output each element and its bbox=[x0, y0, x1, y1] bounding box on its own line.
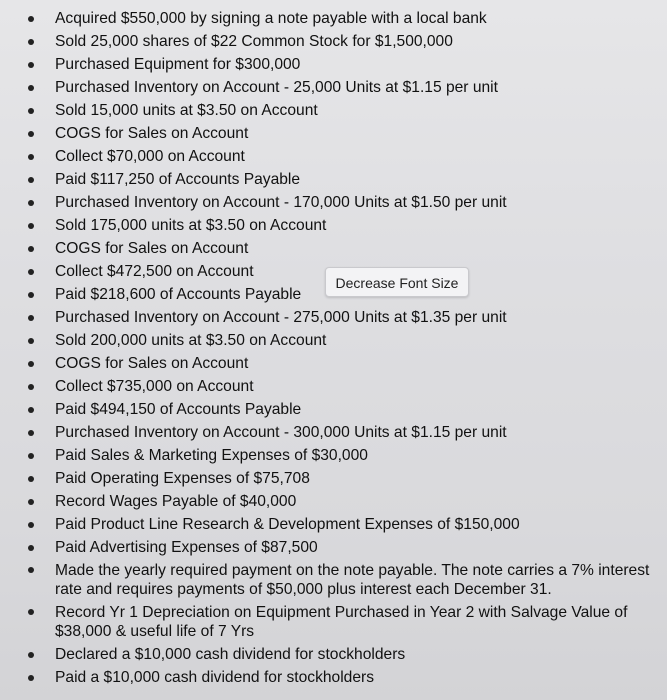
list-item-text: COGS for Sales on Account bbox=[55, 240, 249, 257]
list-item bbox=[0, 7, 667, 30]
list-item bbox=[0, 214, 667, 237]
list-item-text: Purchased Inventory on Account - 300,000 Units at $1.15 per unit bbox=[55, 424, 507, 441]
list-item-text: Paid $494,150 of Accounts Payable bbox=[55, 401, 302, 418]
list-item bbox=[0, 306, 667, 329]
list-item bbox=[0, 643, 667, 666]
bullet-icon bbox=[28, 522, 34, 528]
list-item bbox=[0, 490, 667, 513]
list-item-text: Purchased Inventory on Account - 170,000 Units at $1.50 per unit bbox=[55, 194, 507, 211]
list-item bbox=[0, 398, 667, 421]
bullet-icon bbox=[28, 430, 34, 436]
bullet-icon bbox=[28, 675, 34, 681]
bullet-icon bbox=[28, 62, 34, 68]
list-item bbox=[0, 666, 667, 689]
bullet-icon bbox=[28, 269, 34, 275]
list-item bbox=[0, 559, 667, 601]
transaction-list bbox=[0, 7, 667, 689]
list-item bbox=[0, 467, 667, 490]
list-item bbox=[0, 352, 667, 375]
list-item bbox=[0, 191, 667, 214]
list-item-text: Purchased Inventory on Account - 275,000 Units at $1.35 per unit bbox=[55, 309, 507, 326]
list-item-text: Paid $117,250 of Accounts Payable bbox=[55, 171, 301, 188]
bullet-icon bbox=[28, 200, 34, 206]
bullet-icon bbox=[28, 16, 34, 22]
list-item-text: Paid Sales & Marketing Expenses of $30,000 bbox=[55, 447, 368, 464]
list-item bbox=[0, 30, 667, 53]
list-item-text: Purchased Inventory on Account - 25,000 Units at $1.15 per unit bbox=[55, 79, 498, 96]
list-item-text: Paid a $10,000 cash dividend for stockholders bbox=[55, 669, 375, 686]
bullet-icon bbox=[28, 499, 34, 505]
list-item-text: COGS for Sales on Account bbox=[55, 125, 249, 142]
list-item bbox=[0, 536, 667, 559]
list-item bbox=[0, 513, 667, 536]
bullet-icon bbox=[28, 384, 34, 390]
list-item bbox=[0, 421, 667, 444]
list-item bbox=[0, 168, 667, 191]
list-item-text: Record Wages Payable of $40,000 bbox=[55, 493, 297, 510]
list-item-text: COGS for Sales on Account bbox=[55, 355, 249, 372]
bullet-icon bbox=[28, 609, 34, 615]
bullet-icon bbox=[28, 177, 34, 183]
list-item bbox=[0, 53, 667, 76]
bullet-icon bbox=[28, 407, 34, 413]
bullet-icon bbox=[28, 108, 34, 114]
list-item-text: Sold 15,000 units at $3.50 on Account bbox=[55, 102, 318, 119]
list-item-text: Sold 25,000 shares of $22 Common Stock for $1,500,000 bbox=[55, 33, 453, 50]
bullet-icon bbox=[28, 476, 34, 482]
bullet-icon bbox=[28, 338, 34, 344]
list-item-text: Record Yr 1 Depreciation on Equipment Purchased in Year 2 with Salvage Value of $38,000 & useful life of 7 Yrs bbox=[55, 604, 628, 640]
bullet-icon bbox=[28, 39, 34, 45]
list-item-text: Collect $735,000 on Account bbox=[55, 378, 254, 395]
bullet-icon bbox=[28, 361, 34, 367]
bullet-icon bbox=[28, 545, 34, 551]
bullet-icon bbox=[28, 567, 34, 573]
bullet-icon bbox=[28, 246, 34, 252]
bullet-icon bbox=[28, 131, 34, 137]
bullet-icon bbox=[28, 223, 34, 229]
list-item-text: Purchased Equipment for $300,000 bbox=[55, 56, 301, 73]
list-item-text: Declared a $10,000 cash dividend for stockholders bbox=[55, 646, 406, 663]
bullet-icon bbox=[28, 85, 34, 91]
list-item-text: Paid Product Line Research & Development Expenses of $150,000 bbox=[55, 516, 520, 533]
list-item-text: Made the yearly required payment on the note payable. The note carries a 7% interest rate and requires payments of $50,000 plus interest each December 31. bbox=[55, 562, 650, 598]
list-item bbox=[0, 145, 667, 168]
list-item bbox=[0, 237, 667, 260]
list-item-text: Paid $218,600 of Accounts Payable bbox=[55, 286, 302, 303]
bullet-icon bbox=[28, 315, 34, 321]
list-item bbox=[0, 601, 667, 643]
list-item-text: Paid Operating Expenses of $75,708 bbox=[55, 470, 310, 487]
list-item bbox=[0, 375, 667, 398]
list-item bbox=[0, 329, 667, 352]
list-item bbox=[0, 99, 667, 122]
bullet-icon bbox=[28, 652, 34, 658]
bullet-icon bbox=[28, 453, 34, 459]
bullet-icon bbox=[28, 154, 34, 160]
list-item-text: Sold 200,000 units at $3.50 on Account bbox=[55, 332, 327, 349]
list-item-text: Acquired $550,000 by signing a note payable with a local bank bbox=[55, 10, 487, 27]
list-item-text: Collect $70,000 on Account bbox=[55, 148, 245, 165]
list-item-text: Sold 175,000 units at $3.50 on Account bbox=[55, 217, 327, 234]
list-item bbox=[0, 76, 667, 99]
list-item-text: Collect $472,500 on Account bbox=[55, 263, 254, 280]
list-item-text: Paid Advertising Expenses of $87,500 bbox=[55, 539, 318, 556]
decrease-font-size-button[interactable]: Decrease Font Size bbox=[325, 267, 469, 297]
bullet-icon bbox=[28, 292, 34, 298]
list-item bbox=[0, 444, 667, 467]
list-item bbox=[0, 122, 667, 145]
